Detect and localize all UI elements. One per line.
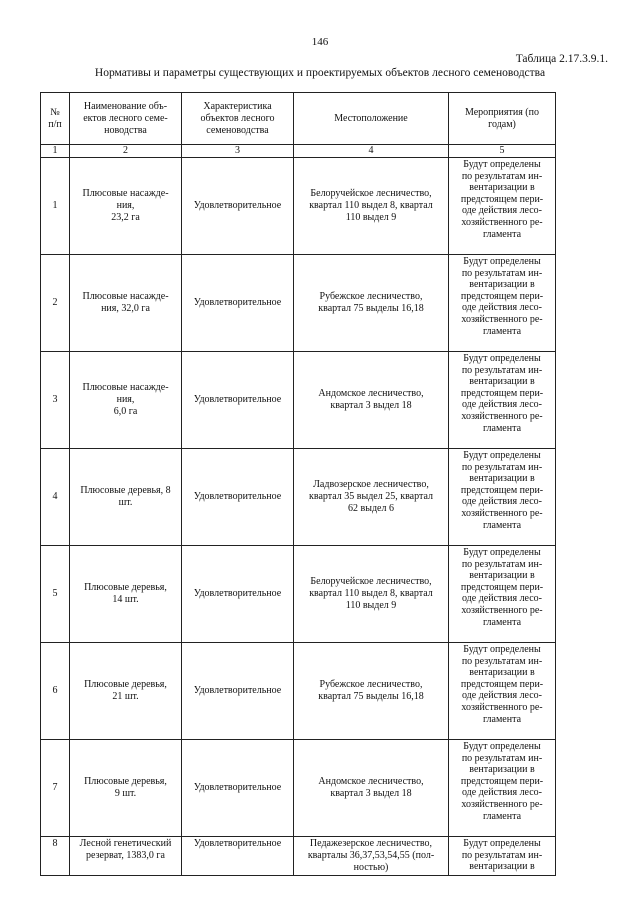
table-row — [41, 740, 556, 837]
object-measures: Будут определены по результатам ин- вентаризации в предстоящем пери- оде действия лесо- хозяйственного ре- гламента — [449, 158, 556, 255]
column-header-name: Наименование объ- ектов лесного семе- новодства — [70, 93, 182, 145]
object-location: Андомское лесничество, квартал 3 выдел 18 — [294, 352, 449, 449]
row-number: 2 — [41, 255, 70, 352]
row-number: 3 — [41, 352, 70, 449]
object-characteristic: Удовлетворительное — [182, 740, 294, 837]
table-row — [41, 643, 556, 740]
object-name: Плюсовые деревья, 9 шт. — [70, 740, 182, 837]
column-number: 3 — [182, 145, 294, 158]
object-name: Плюсовые насажде- ния, 6,0 га — [70, 352, 182, 449]
table-label: Таблица 2.17.3.9.1. — [515, 53, 608, 65]
column-header-location: Местоположение — [294, 93, 449, 145]
row-number: 8 — [41, 837, 70, 876]
row-number: 4 — [41, 449, 70, 546]
table-header-row — [41, 93, 556, 145]
object-measures: Будут определены по результатам ин- вентаризации в — [449, 837, 556, 876]
object-name: Плюсовые деревья, 8 шт. — [70, 449, 182, 546]
row-number: 7 — [41, 740, 70, 837]
object-location: Белоручейское лесничество, квартал 110 выдел 8, квартал 110 выдел 9 — [294, 158, 449, 255]
row-number: 1 — [41, 158, 70, 255]
column-number: 2 — [70, 145, 182, 158]
object-characteristic: Удовлетворительное — [182, 546, 294, 643]
object-location: Рубежское лесничество, квартал 75 выделы 16,18 — [294, 643, 449, 740]
page-number: 146 — [311, 36, 329, 48]
column-number: 5 — [449, 145, 556, 158]
column-header-characteristic: Характеристика объектов лесного семеноводства — [182, 93, 294, 145]
column-number-row — [41, 145, 556, 158]
table-row — [41, 837, 556, 876]
object-location: Педажезерское лесничество, кварталы 36,37,53,54,55 (пол- ностью) — [294, 837, 449, 876]
object-measures: Будут определены по результатам ин- вентаризации в предстоящем пери- оде действия лесо- хозяйственного ре- гламента — [449, 546, 556, 643]
object-measures: Будут определены по результатам ин- вентаризации в предстоящем пери- оде действия лесо- хозяйственного ре- гламента — [449, 740, 556, 837]
object-characteristic: Удовлетворительное — [182, 643, 294, 740]
column-header-num: № п/п — [41, 93, 70, 145]
table-row — [41, 352, 556, 449]
column-header-measures: Мероприятия (по годам) — [449, 93, 556, 145]
column-number: 1 — [41, 145, 70, 158]
object-measures: Будут определены по результатам ин- вентаризации в предстоящем пери- оде действия лесо- хозяйственного ре- гламента — [449, 643, 556, 740]
document-title: Нормативы и параметры существующих и проектируемых объектов лесного семеноводства — [94, 67, 546, 79]
object-location: Рубежское лесничество, квартал 75 выделы 16,18 — [294, 255, 449, 352]
object-characteristic: Удовлетворительное — [182, 158, 294, 255]
object-location: Андомское лесничество, квартал 3 выдел 18 — [294, 740, 449, 837]
table-row — [41, 449, 556, 546]
object-characteristic: Удовлетворительное — [182, 255, 294, 352]
row-number: 6 — [41, 643, 70, 740]
object-characteristic: Удовлетворительное — [182, 837, 294, 876]
object-name: Лесной генетический резерват, 1383,0 га — [70, 837, 182, 876]
seed-objects-table — [40, 92, 556, 876]
object-characteristic: Удовлетворительное — [182, 449, 294, 546]
object-measures: Будут определены по результатам ин- вентаризации в предстоящем пери- оде действия лесо- хозяйственного ре- гламента — [449, 449, 556, 546]
column-number: 4 — [294, 145, 449, 158]
object-characteristic: Удовлетворительное — [182, 352, 294, 449]
object-name: Плюсовые насажде- ния, 23,2 га — [70, 158, 182, 255]
table-row — [41, 158, 556, 255]
object-name: Плюсовые деревья, 14 шт. — [70, 546, 182, 643]
object-measures: Будут определены по результатам ин- вентаризации в предстоящем пери- оде действия лесо- хозяйственного ре- гламента — [449, 352, 556, 449]
table-row — [41, 255, 556, 352]
table-row — [41, 546, 556, 643]
row-number: 5 — [41, 546, 70, 643]
object-name: Плюсовые насажде- ния, 32,0 га — [70, 255, 182, 352]
object-location: Ладвозерское лесничество, квартал 35 выдел 25, квартал 62 выдел 6 — [294, 449, 449, 546]
object-location: Белоручейское лесничество, квартал 110 выдел 8, квартал 110 выдел 9 — [294, 546, 449, 643]
object-name: Плюсовые деревья, 21 шт. — [70, 643, 182, 740]
object-measures: Будут определены по результатам ин- вентаризации в предстоящем пери- оде действия лесо- хозяйственного ре- гламента — [449, 255, 556, 352]
